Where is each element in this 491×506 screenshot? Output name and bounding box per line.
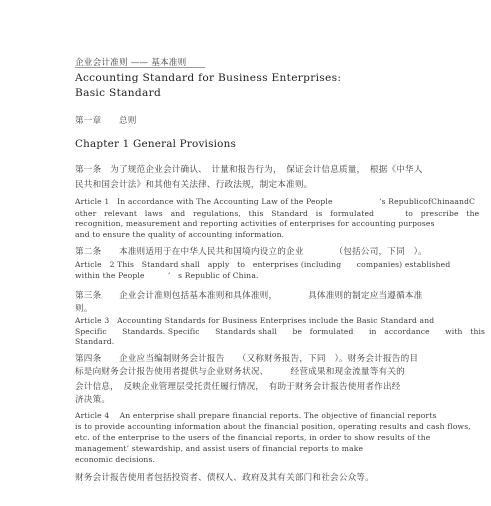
document-title-line1: Accounting Standard for Business Enterprises: <box>75 72 342 84</box>
article-3-zh-line1: 第三条 企业会计准则包括基本准则和具体准则， 具体准则的制定应当遵循本准 <box>75 291 423 301</box>
chapter-heading-zh: 第一章 总则 <box>75 116 137 126</box>
article-2-en-line2: within the People ’ s Republic of China. <box>75 271 259 280</box>
article-4-en-line4: management’ stewardship, and assist users of financial reports to make <box>75 444 364 453</box>
article-2-zh-line1: 第二条 本准则适用于在中华人民共和国境内设立的企业 （包括公司，下同 ）。 <box>75 247 427 257</box>
article-4-en-line1: Article 4 An enterprise shall prepare financial reports. The objective of financial reports <box>75 411 437 420</box>
article-3-en-line1: Article 3 Accounting Standards for Business Enterprises include the Basic Standard and <box>75 316 435 325</box>
article-4-en-line3: etc. of the enterprise to the users of the financial reports, in order to show results of the <box>75 433 431 442</box>
article-4-en-line5: economic decisions. <box>75 455 156 464</box>
document-title-line2: Basic Standard <box>75 87 162 99</box>
article-3-en-line3: Standard. <box>75 337 115 346</box>
article-4-zh-line4: 济决策。 <box>75 395 111 405</box>
article-1-zh-line2: 民共和国会计法》和其他有关法律、行政法规，制定本准则。 <box>75 180 313 190</box>
article-3-zh-line2: 则。 <box>75 304 93 314</box>
article-3-en-line2: Specific Standards. Specific Standards shall be formulated in accordance with this <box>75 327 486 336</box>
article-1-en-line1: Article 1 In accordance with The Accounting Law of the People ’s RepublicofChinaandC <box>75 197 476 206</box>
breadcrumb: 企业会计准则 —— 基本准则 <box>75 58 187 68</box>
header-rule <box>75 67 205 68</box>
chapter-heading-en: Chapter 1 General Provisions <box>75 138 237 150</box>
article-1-zh-line1: 第一条 为了规范企业会计确认、 计量和报告行为， 保证会计信息质量， 根据《中华人 <box>75 165 423 175</box>
article-1-en-line4: and to ensure the quality of accounting information. <box>75 230 285 239</box>
article-4-zh-paragraph2: 财务会计报告使用者包括投资者、债权人、政府及其有关部门和社会公众等。 <box>75 473 374 483</box>
article-1-en-line2: other relevant laws and regulations, this Standard is formulated to prescribe the <box>75 209 480 218</box>
article-4-zh-line3: 会计信息， 反映企业管理层受托责任履行情况， 有助于财务会计报告使用者作出经 <box>75 382 401 392</box>
article-1-en-line3: recognition, measurement and reporting activities of enterprises for accounting purposes <box>75 219 435 228</box>
article-4-zh-line2: 标是向财务会计报告使用者提供与企业财务状况、 经营成果和现金流量等有关的 <box>75 367 405 377</box>
article-2-en-line1: Article 2 This Standard shall apply to enterprises (including companies) established <box>75 260 451 269</box>
article-4-en-line2: is to provide accounting information about the financial position, operating results and cash flows, <box>75 422 471 431</box>
article-4-zh-line1: 第四条 企业应当编制财务会计报告 （又称财务报告，下同 ）。财务会计报告的目 <box>75 354 419 364</box>
